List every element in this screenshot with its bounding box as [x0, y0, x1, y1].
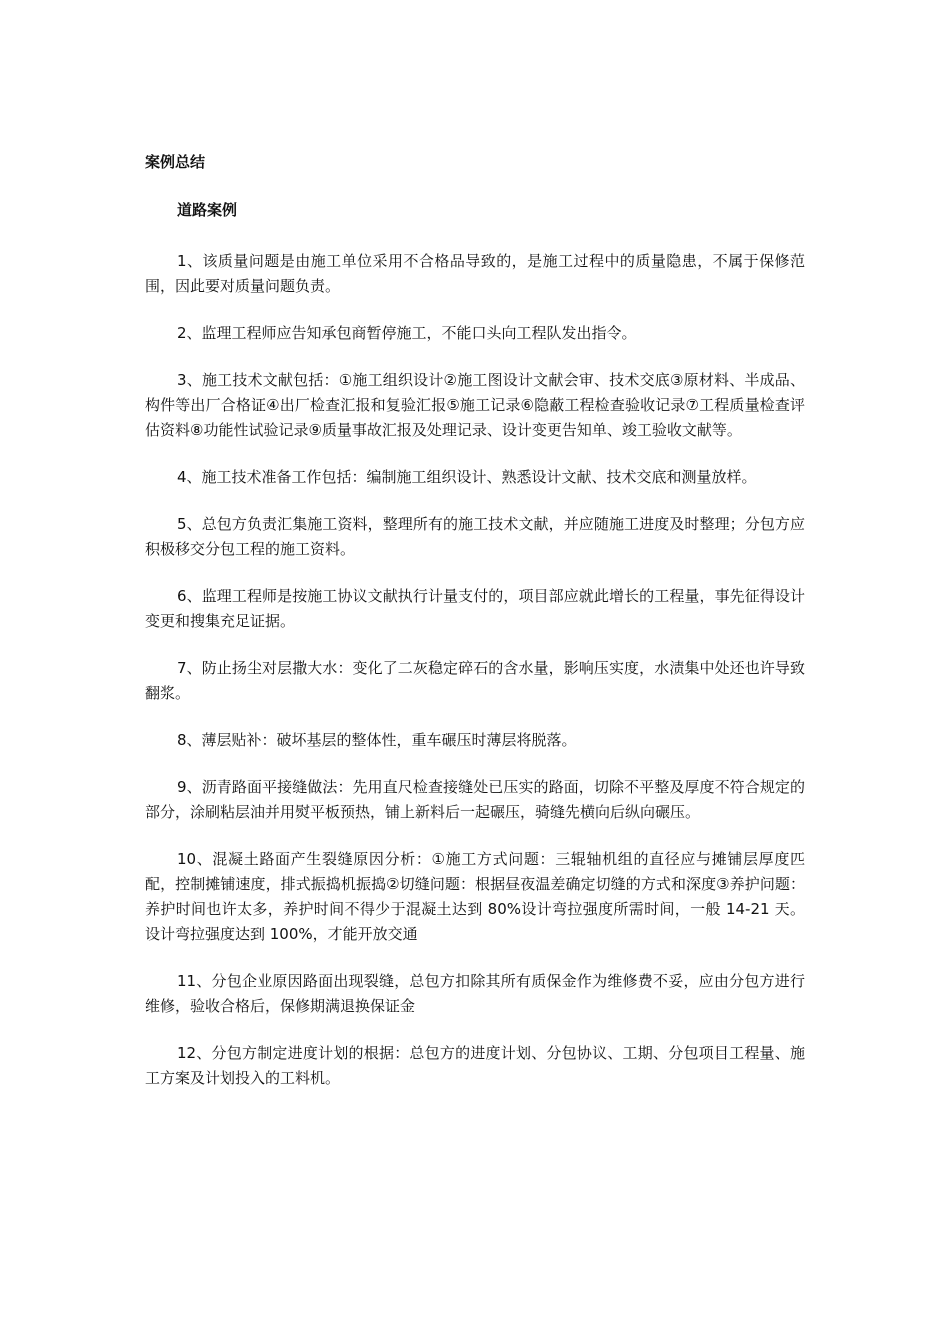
paragraph-6: 6、监理工程师是按施工协议文献执行计量支付的，项目部应就此增长的工程量，事先征得设计变更和搜集充足证据。 — [145, 587, 805, 630]
paragraph-11: 11、分包企业原因路面出现裂缝，总包方扣除其所有质保金作为维修费不妥，应由分包方进行维修，验收合格后，保修期满退换保证金 — [145, 972, 805, 1015]
document-title: 案例总结 — [145, 153, 206, 171]
section-title: 道路案例 — [177, 201, 238, 219]
paragraph-10: 10、混凝土路面产生裂缝原因分析：①施工方式问题：三辊轴机组的直径应与摊铺层厚度匹配，控制摊铺速度，排式振捣机振捣②切缝问题：根据昼夜温差确定切缝的方式和深度③养护问题：养护时间也许太多，养护时间不得少于混凝土达到 80%设计弯拉强度所需时间，一般 14-21 天。设计弯拉强度达到 100%，才能开放交通 — [145, 850, 805, 943]
paragraph-4: 4、施工技术准备工作包括：编制施工组织设计、熟悉设计文献、技术交底和测量放样。 — [177, 468, 757, 486]
paragraph-7: 7、防止扬尘对层撒大水：变化了二灰稳定碎石的含水量，影响压实度，水渍集中处还也许导致翻浆。 — [145, 659, 805, 702]
paragraph-5: 5、总包方负责汇集施工资料，整理所有的施工技术文献，并应随施工进度及时整理；分包方应积极移交分包工程的施工资料。 — [145, 515, 805, 558]
paragraph-3: 3、施工技术文献包括：①施工组织设计②施工图设计文献会审、技术交底③原材料、半成品、构件等出厂合格证④出厂检查汇报和复验汇报⑤施工记录⑥隐蔽工程检查验收记录⑦工程质量检查评估资料⑧功能性试验记录⑨质量事故汇报及处理记录、设计变更告知单、竣工验收文献等。 — [145, 371, 805, 439]
paragraph-8: 8、薄层贴补：破坏基层的整体性，重车碾压时薄层将脱落。 — [177, 731, 577, 749]
paragraph-12: 12、分包方制定进度计划的根据：总包方的进度计划、分包协议、工期、分包项目工程量、施工方案及计划投入的工料机。 — [145, 1044, 805, 1087]
paragraph-9: 9、沥青路面平接缝做法：先用直尺检查接缝处已压实的路面，切除不平整及厚度不符合规定的部分，涂刷粘层油并用熨平板预热，铺上新料后一起碾压，骑缝先横向后纵向碾压。 — [145, 778, 805, 821]
paragraph-2: 2、监理工程师应告知承包商暂停施工，不能口头向工程队发出指令。 — [177, 324, 637, 342]
document-body — [145, 249, 805, 1113]
paragraph-1: 1、该质量问题是由施工单位采用不合格品导致的，是施工过程中的质量隐患，不属于保修范围，因此要对质量问题负责。 — [145, 252, 805, 295]
